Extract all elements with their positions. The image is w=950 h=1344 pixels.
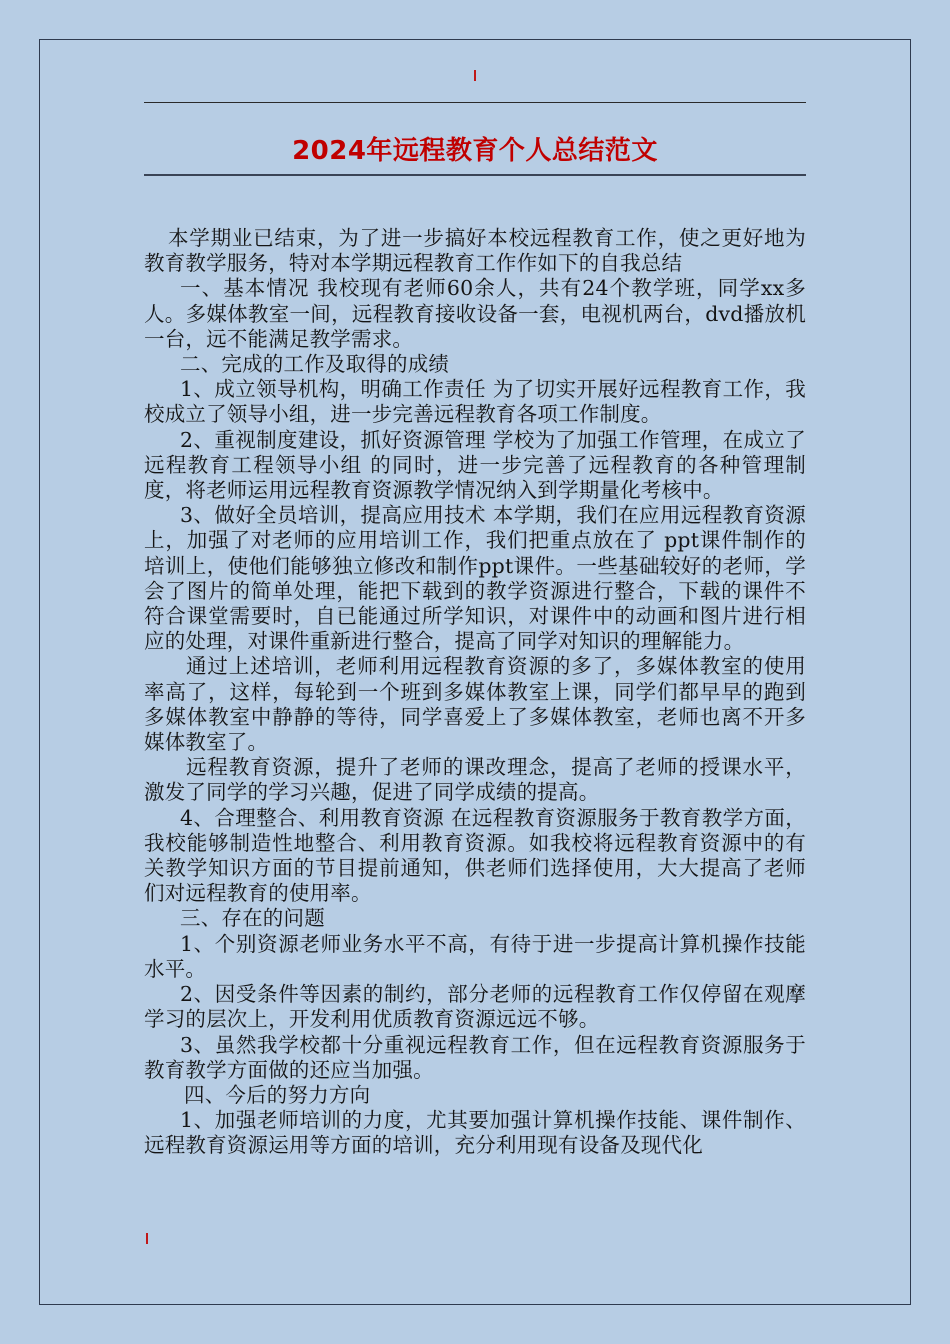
- title-underline: [144, 174, 806, 176]
- paragraph-intro: 本学期业已结束，为了进一步搞好本校远程教育工作，使之更好地为教育教学服务，特对本学期远程教育工作作如下的自我总结: [144, 226, 806, 276]
- section-heading-2: 二、完成的工作及取得的成绩: [180, 352, 450, 377]
- footer-marker: [146, 1233, 148, 1244]
- paragraph-resource-effect: 远程教育资源，提升了老师的课改理念，提高了老师的授课水平，激发了同学的学习兴趣，促进了同学成绩的提高。: [144, 755, 806, 805]
- section-heading-4: 四、今后的努力方向: [184, 1082, 371, 1107]
- document-title: 2024年远程教育个人总结范文: [292, 136, 658, 166]
- paragraph-item-2-1: 1、成立领导机构，明确工作责任 为了切实开展好远程教育工作，我校成立了领导小组，进一步完善远程教育各项工作制度。: [144, 377, 806, 427]
- paragraph-item-2-3: 3、做好全员培训，提高应用技术 本学期，我们在应用远程教育资源上，加强了对老师的应用培训工作，我们把重点放在了 ppt课件制作的培训上，使他们能够独立修改和制作ppt课件。一些基础较好的老师，学会了图片的简单处理，能把下载到的教学资源进行整合，下载的课件不符合课堂需要时，自已能通过所学知识，对课件中的动画和图片进行相应的处理，对课件重新进行整合，提高了同学对知识的理解能力。: [144, 503, 806, 654]
- paragraph-section-1: 一、基本情况 我校现有老师60余人，共有24个教学班，同学xx多人。多媒体教室一间，远程教育接收设备一套，电视机两台，dvd播放机一台，远不能满足教学需求。: [144, 276, 806, 351]
- paragraph-item-2-4: 4、合理整合、利用教育资源 在远程教育资源服务于教育教学方面，我校能够制造性地整合、利用教育资源。如我校将远程教育资源中的有关教学知识方面的节目提前通知，供老师们选择使用，大大提高了老师们对远程教育的使用率。: [144, 805, 806, 906]
- paragraph-item-3-2: 2、因受条件等因素的制约，部分老师的远程教育工作仅停留在观摩学习的层次上，开发利用优质教育资源远远不够。: [144, 982, 806, 1032]
- paragraph-item-2-2: 2、重视制度建设，抓好资源管理 学校为了加强工作管理，在成立了 远程教育工程领导小组 的同时，进一步完善了远程教育的各种管理制度，将老师运用远程教育资源教学情况纳入到学期量化考核中。: [144, 427, 806, 503]
- header-marker: [474, 70, 476, 81]
- document-body: [144, 226, 806, 1159]
- section-heading-3: 三、存在的问题: [180, 906, 325, 931]
- paragraph-item-4-1: 1、加强老师培训的力度，尤其要加强计算机操作技能、课件制作、远程教育资源运用等方面的培训，充分利用现有设备及现代化: [144, 1108, 806, 1158]
- paragraph-item-3-1: 1、个别资源老师业务水平不高，有待于进一步提高计算机操作技能水平。: [144, 931, 806, 981]
- header-rule: [144, 102, 806, 103]
- paragraph-training-effect: 通过上述培训，老师利用远程教育资源的多了，多媒体教室的使用率高了，这样，每轮到一个班到多媒体教室上课，同学们都早早的跑到多媒体教室中静静的等待，同学喜爱上了多媒体教室，老师也离不开多媒体教室了。: [144, 654, 806, 755]
- paragraph-item-3-3: 3、虽然我学校都十分重视远程教育工作，但在远程教育资源服务于教育教学方面做的还应当加强。: [144, 1032, 806, 1082]
